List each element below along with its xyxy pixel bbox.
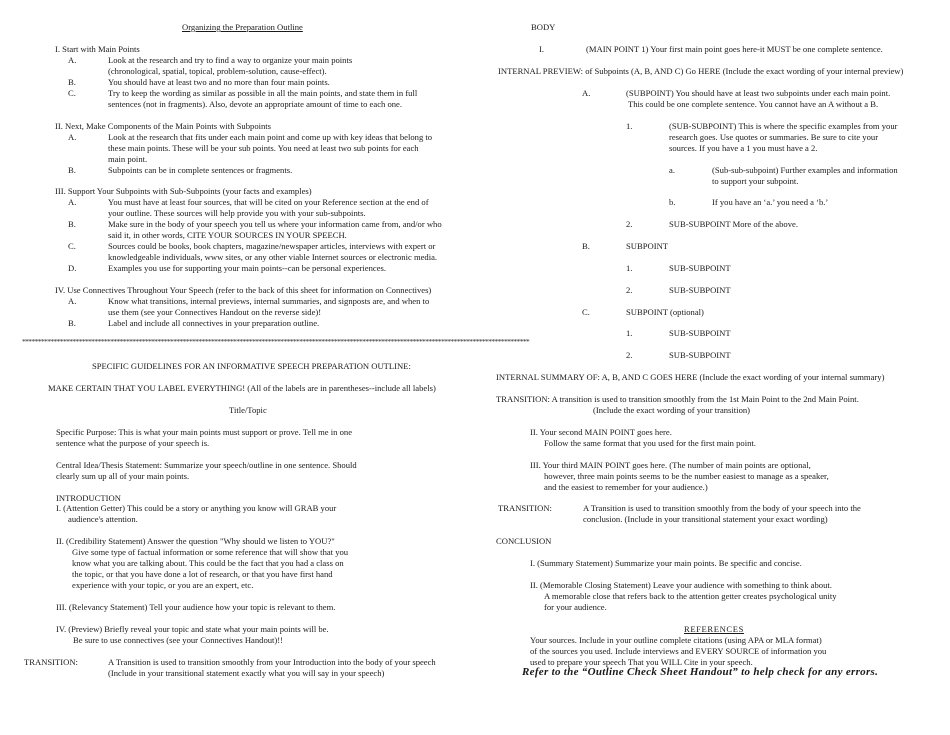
subpoint-c-2-mark: 2. — [626, 350, 633, 360]
references-line2: of the sources you used. Include interviews and EVERY SOURCE of information you — [530, 646, 827, 656]
subpoint-b-label: SUBPOINT — [626, 241, 669, 251]
s3-a-line1: You must have at least four sources, that will be cited on your Reference section at the end of — [108, 197, 429, 207]
sub-subpoint-1-mark: 1. — [626, 121, 633, 131]
main-point-3-line1: III. Your third MAIN POINT goes here. (The number of main points are optional, — [530, 460, 811, 470]
s2-a-line1: Look at the research that fits under each main point and come up with key ideas that belong to — [108, 132, 433, 142]
subpoint-a-line2: This could be one complete sentence. You cannot have an A without a B. — [628, 99, 879, 109]
check-sheet-note: Refer to the “Outline Check Sheet Handout” to help check for any errors. — [522, 666, 879, 678]
s2-b-line1: Subpoints can be in complete sentences or fragments. — [108, 165, 293, 175]
s3-b-line1: Make sure in the body of your speech you tell us where your information came from, and/or who — [108, 219, 442, 229]
section-2-heading: II. Next, Make Components of the Main Points with Subpoints — [55, 121, 272, 131]
s1-c-mark: C. — [68, 88, 76, 98]
s3-b-mark: B. — [68, 219, 76, 229]
conclusion-heading: CONCLUSION — [496, 536, 552, 546]
main-point-2-line1: II. Your second MAIN POINT goes here. — [530, 427, 672, 437]
s4-a-mark: A. — [68, 296, 77, 306]
s3-b-line2: said it, in other words, CITE YOUR SOURCES IN YOUR SPEECH. — [108, 230, 347, 240]
s2-a-line3: main point. — [108, 154, 148, 164]
section-4-heading: IV. Use Connectives Throughout Your Speech (refer to the back of this sheet for information on Connectives) — [55, 285, 432, 295]
s1-b-line1: You should have at least two and no more than four main points. — [108, 77, 330, 87]
sub-subpoint-1-line3: sources. If you have a 1 you must have a 2. — [669, 143, 818, 153]
specific-purpose-line2: sentence what the purpose of your speech is. — [56, 438, 210, 448]
main-point-2-line2: Follow the same format that you used for the first main point. — [544, 438, 756, 448]
intro-iii-line1: III. (Relevancy Statement) Tell your audience how your topic is relevant to them. — [56, 602, 336, 612]
subpoint-a-line1: (SUBPOINT) You should have at least two subpoints under each main point. — [626, 88, 891, 98]
body-heading: BODY — [531, 22, 556, 32]
introduction-heading: INTRODUCTION — [56, 493, 121, 503]
sub-subpoint-2: SUB-SUBPOINT More of the above. — [669, 219, 798, 229]
label-everything-note: MAKE CERTAIN THAT YOU LABEL EVERYTHING! (All of the labels are in parentheses--include all labels) — [48, 383, 436, 393]
subpoint-b-mark: B. — [582, 241, 590, 251]
s3-a-mark: A. — [68, 197, 77, 207]
s2-b-mark: B. — [68, 165, 76, 175]
subpoint-b-2-mark: 2. — [626, 285, 633, 295]
subpoint-c-1: SUB-SUBPOINT — [669, 328, 731, 338]
s3-c-line1: Sources could be books, book chapters, magazine/newspaper articles, interviews with expert or — [108, 241, 436, 251]
s3-a-line2: your outline. These sources will help provide you with your sub-subpoints. — [108, 208, 366, 218]
main-point-3-line2: however, three main points seems to be the number easiest to manage as a speaker, — [544, 471, 829, 481]
intro-ii-line4: the topic, or that you have done a lot of research, or that you have first hand — [72, 569, 333, 579]
subpoint-b-1: SUB-SUBPOINT — [669, 263, 731, 273]
sub-sub-subpoint-a-mark: a. — [669, 165, 675, 175]
subpoint-c-mark: C. — [582, 307, 590, 317]
transition-line2: (Include in your transitional statement exactly what you will say in your speech) — [108, 668, 385, 678]
references-line3: used to prepare your speech That you WILL Cite in your speech. — [530, 657, 753, 667]
subpoint-c-1-mark: 1. — [626, 328, 633, 338]
s3-c-mark: C. — [68, 241, 76, 251]
transition-1-line2: (Include the exact wording of your transition) — [593, 405, 751, 415]
main-point-3-line3: and the easiest to remember for your audience.) — [544, 482, 708, 492]
subpoint-b-2: SUB-SUBPOINT — [669, 285, 731, 295]
conclusion-ii-line3: for your audience. — [544, 602, 607, 612]
s2-a-line2: these main points. These will be your sub points. You need at least two sub points for each — [108, 143, 419, 153]
title-topic-label: Title/Topic — [229, 405, 267, 415]
internal-summary: INTERNAL SUMMARY OF: A, B, AND C GOES HERE (Include the exact wording of your internal summary) — [496, 372, 885, 382]
intro-i-line1: I. (Attention Getter) This could be a story or anything you know will GRAB your — [56, 503, 337, 513]
s2-a-mark: A. — [68, 132, 77, 142]
s4-b-mark: B. — [68, 318, 76, 328]
internal-preview: INTERNAL PREVIEW: of Subpoints (A, B, AND C) Go HERE (Include the exact wording of your internal preview) — [498, 66, 904, 76]
s1-a-mark: A. — [68, 55, 77, 65]
intro-ii-line2: Give some type of factual information or some reference that will show that you — [72, 547, 349, 557]
main-point-1: (MAIN POINT 1) Your first main point goes here-it MUST be one complete sentence. — [586, 44, 883, 54]
s1-b-mark: B. — [68, 77, 76, 87]
transition-2-line1: A Transition is used to transition smoothly from the body of your speech into the — [583, 503, 861, 513]
conclusion-i: I. (Summary Statement) Summarize your main points. Be specific and concise. — [530, 558, 802, 568]
s3-c-line2: knowledgeable individuals, www sites, or any other viable Internet sources or electronic media. — [108, 252, 438, 262]
s1-c-line2: sentences (not in fragments). Also, devote an appropriate amount of time to each one. — [108, 99, 403, 109]
sub-sub-subpoint-a-line2: to support your subpoint. — [712, 176, 799, 186]
main-point-1-mark: I. — [539, 44, 545, 54]
sub-subpoint-1-line1: (SUB-SUBPOINT) This is where the specific examples from your — [669, 121, 898, 131]
subpoint-b-1-mark: 1. — [626, 263, 633, 273]
sub-sub-subpoint-b-line1: If you have an ‘a.’ you need a ‘b.’ — [712, 197, 829, 207]
s1-a-line1: Look at the research and try to find a way to organize your main points — [108, 55, 353, 65]
subpoint-c-label: SUBPOINT (optional) — [626, 307, 704, 317]
central-idea-line2: clearly sum up all of your main points. — [56, 471, 190, 481]
s3-d-line1: Examples you use for supporting your main points--can be personal experiences. — [108, 263, 387, 273]
s1-c-line1: Try to keep the wording as similar as possible in all the main points, and state them in full — [108, 88, 418, 98]
intro-ii-line1: II. (Credibility Statement) Answer the question "Why should we listen to YOU?" — [56, 536, 335, 546]
subpoint-c-2: SUB-SUBPOINT — [669, 350, 731, 360]
central-idea-line1: Central Idea/Thesis Statement: Summarize your speech/outline in one sentence. Should — [56, 460, 357, 470]
sub-sub-subpoint-a-line1: (Sub-sub-subpoint) Further examples and information — [712, 165, 898, 175]
sub-sub-subpoint-b-mark: b. — [669, 197, 676, 207]
transition-1-line1: TRANSITION: A transition is used to transition smoothly from the 1st Main Point to the 2nd Main Point. — [496, 394, 859, 404]
transition-label: TRANSITION: — [24, 657, 78, 667]
intro-ii-line3: know what you are talking about. This could be the fact that you had a class on — [72, 558, 344, 568]
conclusion-ii-line1: II. (Memorable Closing Statement) Leave your audience with something to think about. — [530, 580, 832, 590]
guidelines-title: SPECIFIC GUIDELINES FOR AN INFORMATIVE SPEECH PREPARATION OUTLINE: — [92, 361, 411, 371]
intro-iv-line2: Be sure to use connectives (see your Connectives Handout)!! — [73, 635, 284, 645]
sub-subpoint-1-line2: research goes. Use quotes or summaries. Be sure to cite your — [669, 132, 879, 142]
s4-a-line2: use them (see your Connectives Handout on the reverse side)! — [108, 307, 322, 317]
outline-title: Organizing the Preparation Outline — [182, 22, 303, 32]
intro-i-line2: audience's attention. — [68, 514, 138, 524]
transition-2-line2: conclusion. (Include in your transitional statement your exact wording) — [583, 514, 828, 524]
s3-d-mark: D. — [68, 263, 77, 273]
star-divider: ***************************************************************************************************************************************************************** — [22, 337, 530, 346]
section-1-heading: I. Start with Main Points — [55, 44, 140, 54]
intro-ii-line5: experience with your topic, or you are an expert, etc. — [72, 580, 254, 590]
subpoint-a-mark: A. — [582, 88, 591, 98]
references-line1: Your sources. Include in your outline complete citations (using APA or MLA format) — [530, 635, 822, 645]
transition-2-label: TRANSITION: — [498, 503, 552, 513]
specific-purpose-line1: Specific Purpose: This is what your main points must support or prove. Tell me in one — [56, 427, 353, 437]
conclusion-ii-line2: A memorable close that refers back to the attention getter creates psychological unity — [544, 591, 837, 601]
s4-a-line1: Know what transitions, internal previews, internal summaries, and signposts are, and when to — [108, 296, 430, 306]
references-heading: REFERENCES — [684, 624, 744, 634]
sub-subpoint-2-mark: 2. — [626, 219, 633, 229]
intro-iv-line1: IV. (Preview) Briefly reveal your topic and state what your main points will be. — [56, 624, 329, 634]
transition-line1: A Transition is used to transition smoothly from your Introduction into the body of your speech — [108, 657, 436, 667]
s4-b-line1: Label and include all connectives in your preparation outline. — [108, 318, 320, 328]
section-3-heading: III. Support Your Subpoints with Sub-Subpoints (your facts and examples) — [55, 186, 312, 196]
s1-a-line2: (chronological, spatial, topical, problem-solution, cause-effect). — [108, 66, 327, 76]
